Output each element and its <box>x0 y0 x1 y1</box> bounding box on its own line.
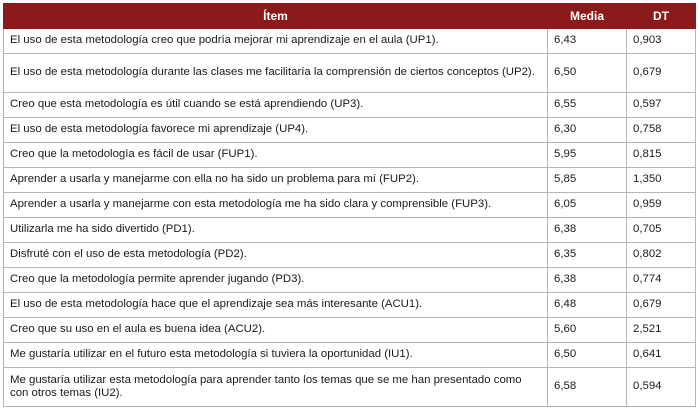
dt-cell: 0,802 <box>627 243 696 268</box>
header-media: Media <box>548 4 627 29</box>
media-cell: 6,38 <box>548 268 627 293</box>
table-row <box>4 118 696 143</box>
dt-cell: 0,774 <box>627 268 696 293</box>
table-row <box>4 318 696 343</box>
table-row <box>4 368 696 407</box>
table-body <box>4 29 696 407</box>
item-cell: El uso de esta metodología favorece mi aprendizaje (UP4). <box>4 118 548 143</box>
media-cell: 6,55 <box>548 93 627 118</box>
media-cell: 6,35 <box>548 243 627 268</box>
table-row <box>4 168 696 193</box>
results-table-container <box>3 3 695 407</box>
media-cell: 6,50 <box>548 54 627 93</box>
table-row <box>4 343 696 368</box>
header-dt: DT <box>627 4 696 29</box>
dt-cell: 0,641 <box>627 343 696 368</box>
table-header <box>4 4 696 29</box>
media-cell: 6,50 <box>548 343 627 368</box>
media-cell: 6,58 <box>548 368 627 407</box>
table-row <box>4 29 696 54</box>
item-cell: Aprender a usarla y manejarme con ella no ha sido un problema para mí (FUP2). <box>4 168 548 193</box>
media-cell: 6,30 <box>548 118 627 143</box>
table-row <box>4 193 696 218</box>
table-row <box>4 293 696 318</box>
item-cell: Creo que la metodología permite aprender jugando (PD3). <box>4 268 548 293</box>
media-cell: 6,48 <box>548 293 627 318</box>
media-cell: 5,60 <box>548 318 627 343</box>
item-cell: Aprender a usarla y manejarme con esta metodología me ha sido clara y comprensible (FUP3). <box>4 193 548 218</box>
media-cell: 5,95 <box>548 143 627 168</box>
dt-cell: 0,815 <box>627 143 696 168</box>
media-cell: 5,85 <box>548 168 627 193</box>
dt-cell: 0,679 <box>627 293 696 318</box>
item-cell: El uso de esta metodología creo que podría mejorar mi aprendizaje en el aula (UP1). <box>4 29 548 54</box>
item-cell: Creo que esta metodología es útil cuando se está aprendiendo (UP3). <box>4 93 548 118</box>
media-cell: 6,05 <box>548 193 627 218</box>
results-table <box>3 3 696 407</box>
table-row <box>4 54 696 93</box>
dt-cell: 0,903 <box>627 29 696 54</box>
item-cell: Me gustaría utilizar en el futuro esta metodología si tuviera la oportunidad (IU1). <box>4 343 548 368</box>
media-cell: 6,38 <box>548 218 627 243</box>
header-row <box>4 4 696 29</box>
item-cell: Creo que su uso en el aula es buena idea (ACU2). <box>4 318 548 343</box>
dt-cell: 0,594 <box>627 368 696 407</box>
media-cell: 6,43 <box>548 29 627 54</box>
dt-cell: 2,521 <box>627 318 696 343</box>
table-row <box>4 143 696 168</box>
dt-cell: 0,679 <box>627 54 696 93</box>
table-row <box>4 93 696 118</box>
item-cell: Utilizarla me ha sido divertido (PD1). <box>4 218 548 243</box>
dt-cell: 0,959 <box>627 193 696 218</box>
table-row <box>4 218 696 243</box>
item-cell: Creo que la metodología es fácil de usar (FUP1). <box>4 143 548 168</box>
item-cell: El uso de esta metodología hace que el aprendizaje sea más interesante (ACU1). <box>4 293 548 318</box>
dt-cell: 1,350 <box>627 168 696 193</box>
dt-cell: 0,758 <box>627 118 696 143</box>
item-cell: El uso de esta metodología durante las clases me facilitaría la comprensión de ciertos conceptos (UP2). <box>4 54 548 93</box>
table-row <box>4 268 696 293</box>
dt-cell: 0,705 <box>627 218 696 243</box>
item-cell: Me gustaría utilizar esta metodología para aprender tanto los temas que se me han presentado como con otros temas (IU2). <box>4 368 548 407</box>
header-item: Ítem <box>4 4 548 29</box>
table-row <box>4 243 696 268</box>
item-cell: Disfruté con el uso de esta metodología (PD2). <box>4 243 548 268</box>
dt-cell: 0,597 <box>627 93 696 118</box>
